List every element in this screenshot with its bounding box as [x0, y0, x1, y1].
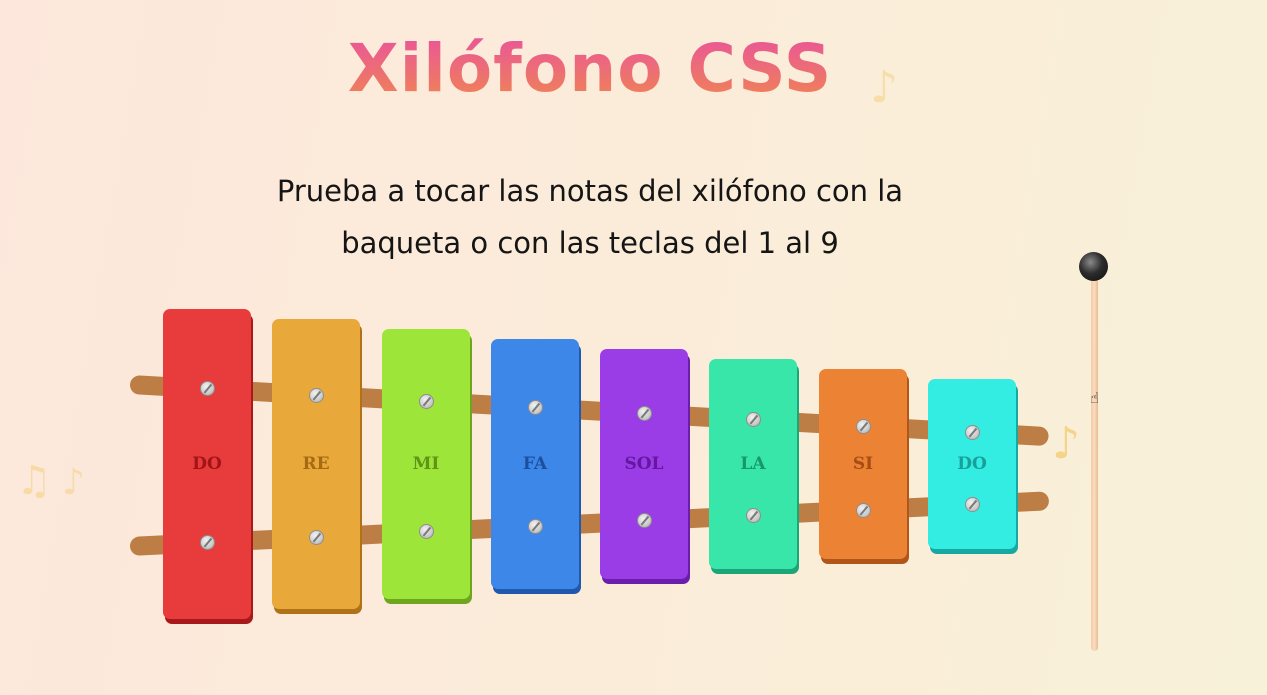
- key-re[interactable]: [272, 319, 360, 609]
- key-label: SI: [852, 454, 874, 474]
- key-do-high[interactable]: [928, 379, 1016, 549]
- top-screw: [528, 400, 543, 415]
- top-screw: [965, 425, 980, 440]
- bottom-screw: [309, 530, 324, 545]
- top-screw: [309, 388, 324, 403]
- key-si[interactable]: [819, 369, 907, 559]
- top-screw: [856, 419, 871, 434]
- instructions-line-1: Prueba a tocar las notas del xilófono con la: [276, 174, 904, 208]
- music-notes-icon: ♫: [16, 458, 52, 504]
- top-screw: [200, 381, 215, 396]
- music-note-icon: ♪: [1052, 418, 1081, 469]
- top-screw: [637, 406, 652, 421]
- key-label: MI: [412, 454, 440, 474]
- bottom-screw: [528, 519, 543, 534]
- key-label: FA: [522, 454, 548, 474]
- key-label: DO: [192, 454, 222, 474]
- top-screw: [419, 394, 434, 409]
- bottom-screw: [856, 503, 871, 518]
- key-label: RE: [302, 454, 330, 474]
- music-note-icon: ♪: [870, 62, 899, 113]
- bottom-screw: [637, 513, 652, 528]
- key-fa[interactable]: [491, 339, 579, 589]
- key-sol[interactable]: [600, 349, 688, 579]
- mallet-head[interactable]: [1079, 252, 1108, 281]
- mallet-stick[interactable]: [1091, 279, 1098, 651]
- bottom-screw: [746, 508, 761, 523]
- page-title: Xilófono CSS: [0, 30, 1180, 107]
- xylophone-bottom-rail: [130, 491, 1050, 556]
- hand-cursor-icon: ☝: [1090, 389, 1100, 407]
- bottom-screw: [200, 535, 215, 550]
- xylophone-top-rail: [129, 375, 1049, 446]
- top-screw: [746, 412, 761, 427]
- instructions-text: [180, 165, 1000, 269]
- key-do[interactable]: [163, 309, 251, 619]
- bottom-screw: [965, 497, 980, 512]
- key-mi[interactable]: [382, 329, 470, 599]
- key-la[interactable]: [709, 359, 797, 569]
- key-label: DO: [957, 454, 987, 474]
- key-label: SOL: [624, 454, 664, 474]
- instructions-line-2: baqueta o con las teclas del 1 al 9: [341, 226, 839, 260]
- music-note-icon: ♪: [62, 462, 85, 503]
- bottom-screw: [419, 524, 434, 539]
- key-label: LA: [740, 454, 766, 474]
